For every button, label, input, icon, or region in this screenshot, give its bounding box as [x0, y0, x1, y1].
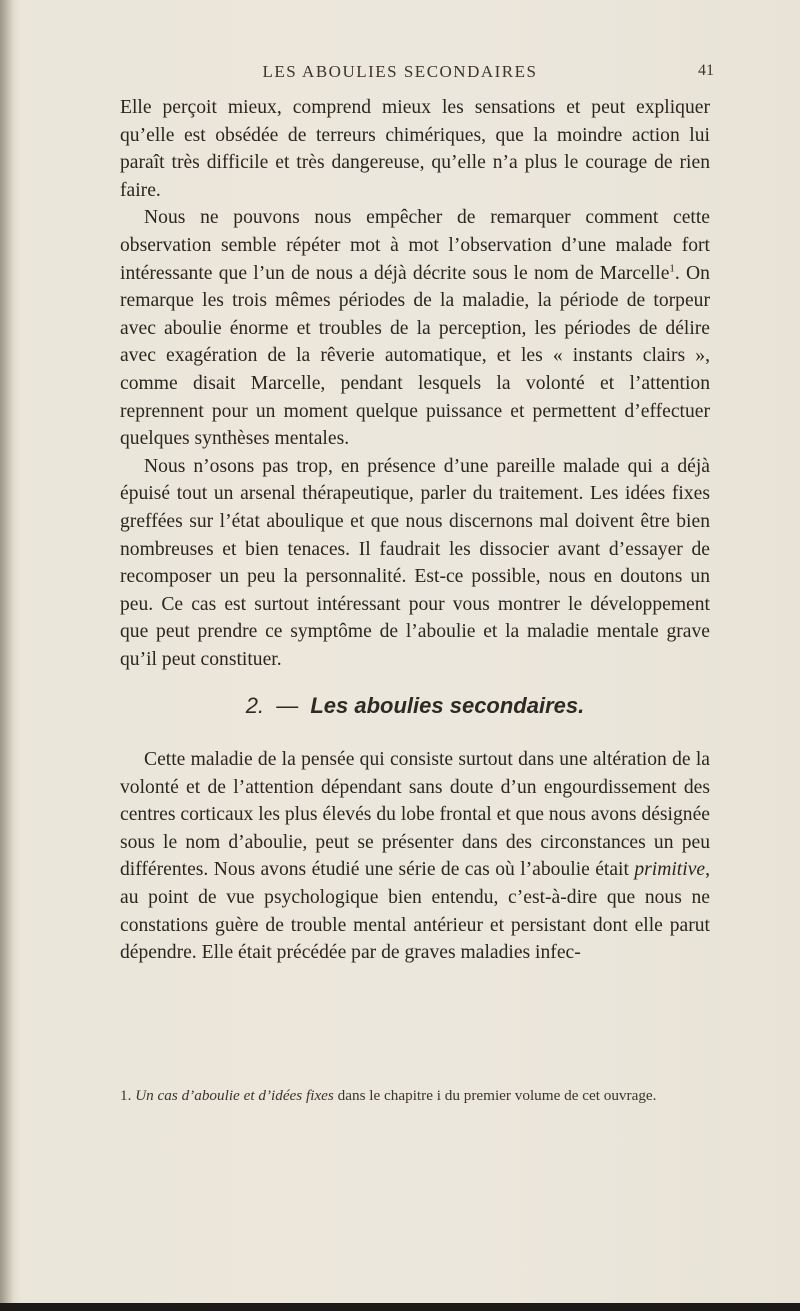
footnote-title: Un cas d’aboulie et d’idées fixes [135, 1087, 334, 1104]
footnote-number: 1. [120, 1087, 132, 1104]
section-paragraph-start: Cette maladie de la pensée qui consiste surtout dans une altération de la volonté et de l’attention dépendant sans doute d’un engourdissement des centres corticaux les plus élevés du lobe frontal et que nous avons désignée sous le nom d’aboulie, peut se présenter dans des circonstances un peu différentes. Nous avons étudié une série de cas où l’aboulie était [120, 749, 710, 881]
footnote-text: dans le chapitre i du premier volume de cet ouvrage. [333, 1087, 657, 1104]
paragraph-2-start: Nous ne pouvons nous empêcher de remarquer comment cette observation semble répéter mot à mot l’observation d’une malade fort intéressante que l’un de nous a déjà décrite sous le nom de Marcelle [120, 207, 710, 284]
section-title: Les aboulies secondaires. [310, 693, 585, 718]
paragraph-1: Elle perçoit mieux, comprend mieux les sensations et peut expliquer qu’elle est obsédée de terreurs chimériques, que la moindre action lui paraît très difficile et très dangereuse, qu’elle n’a plus le courage de rien faire. [120, 97, 710, 201]
paragraph-2 [120, 204, 710, 452]
running-title: LES ABOULIES SECONDAIRES [262, 62, 538, 81]
body-text-top [120, 94, 710, 673]
section-paragraph [120, 746, 710, 967]
section-paragraph-end: , au point de vue psychologique bien entendu, c’est-à-dire que nous ne constations guère de trouble mental antérieur et persistant dont elle parut dépendre. Elle était précédée par de graves maladies infec- [120, 859, 710, 964]
page-bottom-edge [0, 1303, 800, 1311]
footnote-reference: 1 [669, 262, 675, 275]
spine-shadow [0, 0, 14, 1311]
paragraph-3: Nous n’osons pas trop, en présence d’une pareille malade qui a déjà épuisé tout un arsenal thérapeutique, parler du traitement. Les idées fixes greffées sur l’état aboulique et que nous discernons mal doivent être bien nombreuses et bien tenaces. Il faudrait les dissocier avant d’essayer de recomposer un peu la personnalité. Est-ce possible, nous en doutons un peu. Ce cas est surtout intéressant pour vous montrer le développement que peut prendre ce symptôme de l’aboulie et la maladie mentale grave qu’il peut constituer. [120, 455, 710, 670]
section-dash: — [276, 693, 299, 718]
footnote [120, 1085, 710, 1107]
paragraph-2-rest: . On remarque les trois mêmes périodes de la maladie, la période de torpeur avec aboulie énorme et troubles de la perception, les périodes de délire avec exagération de la rêverie automatique, et les « instants clairs », comme disait Marcelle, pendant lesquels la volonté et l’attention reprennent pour un moment quelque puissance et permettent d’effectuer quelques synthèses mentales. [120, 262, 710, 450]
section-number: 2. [245, 693, 265, 718]
page-number: 41 [698, 62, 714, 79]
section-heading [120, 693, 710, 719]
body-text-section [120, 746, 710, 967]
italic-primitive: primitive [634, 859, 706, 881]
